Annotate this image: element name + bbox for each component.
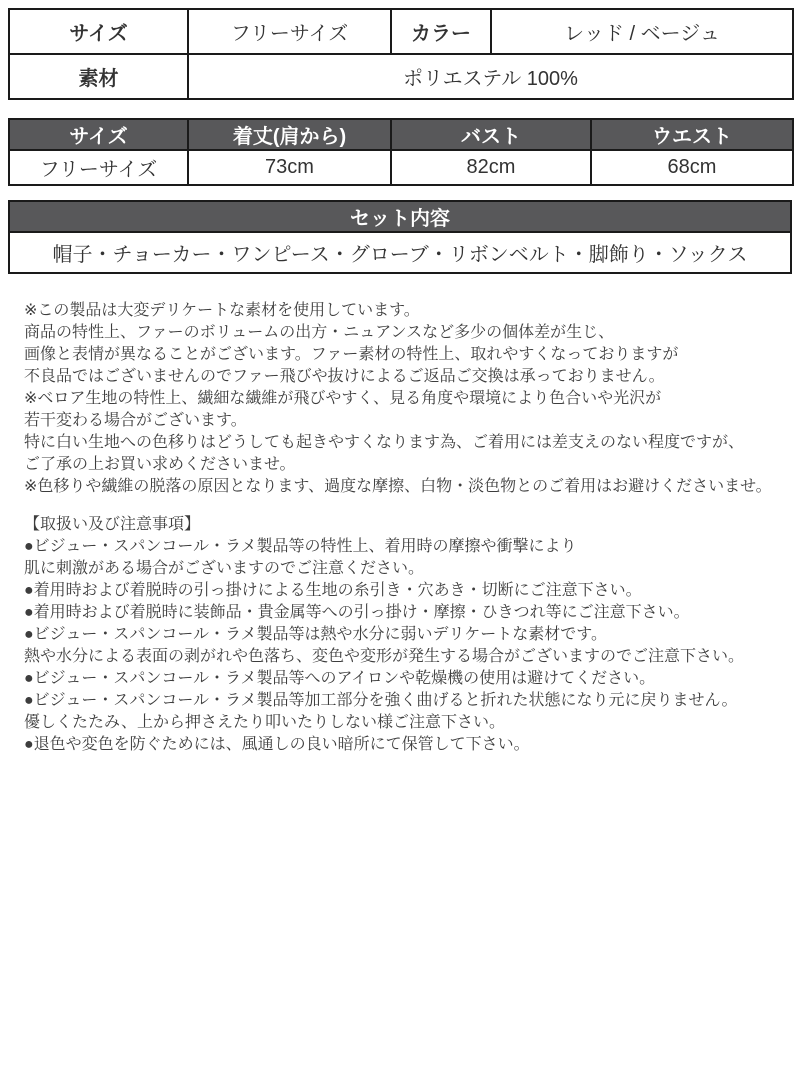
material-value-cell: ポリエステル 100% — [188, 54, 793, 99]
note-line: 画像と表情が異なることがございます。ファー素材の特性上、取れやすくなっておりますが — [24, 346, 679, 363]
care-notes-title: 【取扱い及び注意事項】 — [24, 516, 201, 533]
care-line: 肌に刺激がある場合がございますのでご注意ください。 — [24, 560, 425, 577]
measurements-header-waist: ウエスト — [591, 119, 793, 150]
size-label-cell: サイズ — [9, 9, 188, 54]
measurements-bust-cell: 82cm — [391, 150, 591, 185]
note-line: ※色移りや繊維の脱落の原因となります、過度な摩擦、白物・淡色物とのご着用はお避けくださいませ。 — [24, 478, 772, 495]
size-value-cell: フリーサイズ — [188, 9, 391, 54]
set-contents-value-cell: 帽子・チョーカー・ワンピース・グローブ・リボンベルト・脚飾り・ソックス — [9, 232, 791, 273]
note-line: 商品の特性上、ファーのボリュームの出方・ニュアンスなど多少の個体差が生じ、 — [24, 324, 615, 341]
note-line: 若干変わる場合がございます。 — [24, 412, 247, 429]
note-line: 特に白い生地への色移りはどうしても起きやすくなります為、ご着用には差支えのない程度ですが、 — [24, 434, 745, 451]
care-line: ●着用時および着脱時に装飾品・貴金属等への引っ掛け・摩擦・ひきつれ等にご注意下さい。 — [24, 604, 690, 621]
set-contents-header-row — [9, 201, 791, 232]
measurements-header-bust: バスト — [391, 119, 591, 150]
care-line: ●ビジュー・スパンコール・ラメ製品等は熱や水分に弱いデリケートな素材です。 — [24, 626, 607, 643]
spec-row-material — [9, 54, 793, 99]
measurements-value-row — [9, 150, 793, 185]
set-contents-value-row — [9, 232, 791, 273]
measurements-header-row — [9, 119, 793, 150]
measurements-length-cell: 73cm — [188, 150, 391, 185]
care-line: ●着用時および着脱時の引っ掛けによる生地の糸引き・穴あき・切断にご注意下さい。 — [24, 582, 642, 599]
care-notes — [24, 514, 784, 756]
care-line: ●ビジュー・スパンコール・ラメ製品等加工部分を強く曲げると折れた状態になり元に戻りません。 — [24, 692, 738, 709]
measurements-waist-cell: 68cm — [591, 150, 793, 185]
care-line: 優しくたたみ、上から押さえたり叩いたりしない様ご注意下さい。 — [24, 714, 505, 731]
measurements-table — [8, 118, 794, 186]
measurements-size-cell: フリーサイズ — [9, 150, 188, 185]
note-line: ※この製品は大変デリケートな素材を使用しています。 — [24, 302, 420, 319]
set-contents-table — [8, 200, 792, 274]
color-value-cell: レッド / ベージュ — [491, 9, 793, 54]
material-notes — [8, 300, 792, 756]
set-contents-header-cell: セット内容 — [9, 201, 791, 232]
spec-row-size-color — [9, 9, 793, 54]
note-line: ご了承の上お買い求めくださいませ。 — [24, 456, 296, 473]
care-line: 熱や水分による表面の剥がれや色落ち、変色や変形が発生する場合がございますのでご注意下さい。 — [24, 648, 745, 665]
color-label-cell: カラー — [391, 9, 491, 54]
care-line: ●ビジュー・スパンコール・ラメ製品等へのアイロンや乾燥機の使用は避けてください。 — [24, 670, 656, 687]
care-line: ●ビジュー・スパンコール・ラメ製品等の特性上、着用時の摩擦や衝撃により — [24, 538, 577, 555]
measurements-header-size: サイズ — [9, 119, 188, 150]
measurements-header-length: 着丈(肩から) — [188, 119, 391, 150]
note-line: ※ベロア生地の特性上、繊細な繊維が飛びやすく、見る角度や環境により色合いや光沢が — [24, 390, 662, 407]
care-line: ●退色や変色を防ぐためには、風通しの良い暗所にて保管して下さい。 — [24, 736, 530, 753]
note-line: 不良品ではございませんのでファー飛びや抜けによるご返品ご交換は承っておりません。 — [24, 368, 665, 385]
spec-table — [8, 8, 794, 100]
material-label-cell: 素材 — [9, 54, 188, 99]
